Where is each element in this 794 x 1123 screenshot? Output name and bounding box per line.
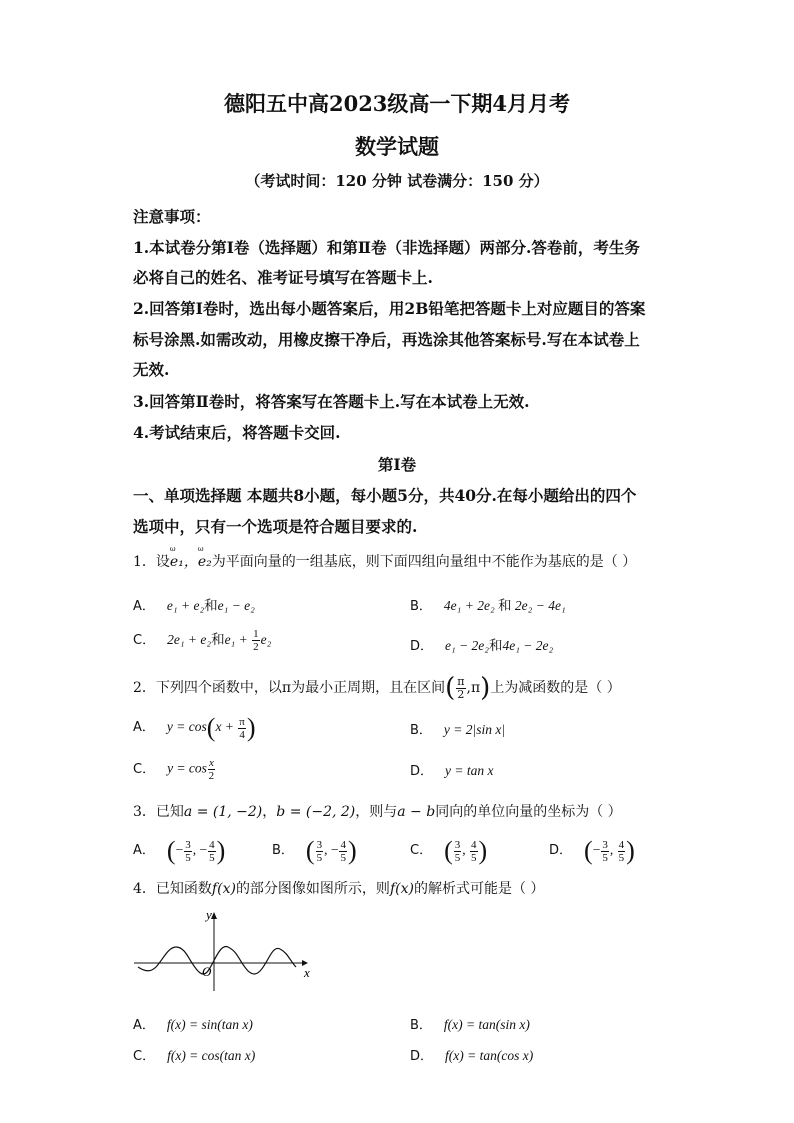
notice-line-4: 标号涂黑.如需改动，用橡皮擦干净后，再选涂其他答案标号.写在本试卷上	[133, 330, 640, 349]
question-2-stem: 2．下列四个函数中，以π为最小正周期，且在区间( $\frac{\pi}{2}$ ,π)上为减函数的是（ ）	[133, 673, 621, 703]
function-curve	[138, 946, 296, 974]
exam-info: （考试时间：120 分钟 试卷满分：150 分）	[245, 172, 549, 190]
exam-subject: 数学试题	[355, 134, 439, 159]
x-axis-label: x	[304, 965, 310, 980]
q2-option-b[interactable]: B． y = 2|sin x|	[410, 722, 506, 738]
notice-line-2: 必将自己的姓名、准考证号填写在答题卡上.	[133, 268, 433, 287]
function-graph	[130, 905, 310, 995]
q4-option-a[interactable]: A． f(x) = sin(tan x)	[133, 1017, 253, 1033]
y-axis-arrow	[211, 912, 217, 919]
question-1-stem: 1．设ω e₁，ω e₂为平面向量的一组基底，则下面四组向量组中不能作为基底的是（ ）	[133, 551, 636, 571]
notice-line-5: 无效.	[133, 360, 170, 379]
q2-option-c[interactable]: C． y = cos $\frac{x}{2}$	[133, 757, 215, 782]
question-3-stem: 3．已知a = (1, −2)，b = (−2, 2)，则与a − b同向的单位向量的坐标为（ ）	[133, 804, 622, 820]
origin-label: O	[202, 964, 212, 979]
exam-title: 德阳五中高2023级高一下期4月月考	[223, 91, 571, 116]
notice-heading: 注意事项：	[133, 207, 211, 226]
q3-option-b[interactable]: B． ( $\frac{3}{5}$ , − $\frac{4}{5}$ )	[272, 836, 357, 865]
q2-option-a[interactable]: A． y = cos(x + $\frac{\pi}{4}$ )	[133, 713, 256, 742]
q2-interval-fraction: $\frac{\pi}{2}$	[457, 674, 465, 701]
q4-option-c[interactable]: C． f(x) = cos(tan x)	[133, 1048, 256, 1064]
section-intro-1: 一、单项选择题 本题共8小题，每小题5分，共40分.在每小题给出的四个	[133, 486, 637, 505]
section-intro-2: 选项中，只有一个选项是符合题目要求的.	[133, 517, 418, 536]
half-fraction: $\frac{1}{2}$	[253, 628, 259, 654]
notice-line-6: 3.回答第Ⅱ卷时，将答案写在答题卡上.写在本试卷上无效.	[133, 392, 530, 411]
q4-option-d[interactable]: D． f(x) = tan(cos x)	[410, 1048, 534, 1064]
q1-option-b[interactable]: B． 4e₁ + 2e₂ 和 2e₂ − 4e₁	[410, 598, 566, 614]
notice-line-7: 4.考试结束后，将答题卡交回.	[133, 423, 341, 442]
q1-option-a[interactable]: A． e₁ + e₂和e₁ − e₂	[133, 598, 255, 614]
y-axis-label: y	[206, 907, 212, 922]
q4-option-b[interactable]: B． f(x) = tan(sin x)	[410, 1017, 530, 1033]
question-4-stem: 4．已知函数f(x)的部分图像如图所示，则f(x)的解析式可能是（ ）	[133, 881, 545, 897]
section-label: 第Ⅰ卷	[377, 455, 417, 474]
basis-vectors: ω e₁，ω e₂	[170, 554, 212, 570]
notice-line-1: 1.本试卷分第Ⅰ卷（选择题）和第Ⅱ卷（非选择题）两部分.答卷前，考生务	[133, 238, 640, 257]
q2-c-fraction: $\frac{x}{2}$	[208, 757, 215, 782]
q1-option-d[interactable]: D． e₁ − 2e₂和4e₁ − 2e₂	[410, 638, 554, 654]
q3-option-c[interactable]: C． ( $\frac{3}{5}$ , $\frac{4}{5}$ )	[410, 836, 488, 865]
q3-option-a[interactable]: A． (− $\frac{3}{5}$ , − $\frac{4}{5}$ )	[133, 836, 226, 865]
q2-a-fraction: $\frac{\pi}{4}$	[239, 715, 245, 741]
notice-line-3: 2.回答第Ⅰ卷时，选出每小题答案后，用2B铅笔把答题卡上对应题目的答案	[133, 299, 646, 318]
q3-option-d[interactable]: D． (− $\frac{3}{5}$ , $\frac{4}{5}$ )	[549, 836, 635, 865]
q2-option-d[interactable]: D． y = tan x	[410, 763, 494, 779]
q1-option-c[interactable]: C． 2e₁ + e₂和e₁ + $\frac{1}{2}$ e₂	[133, 628, 272, 654]
